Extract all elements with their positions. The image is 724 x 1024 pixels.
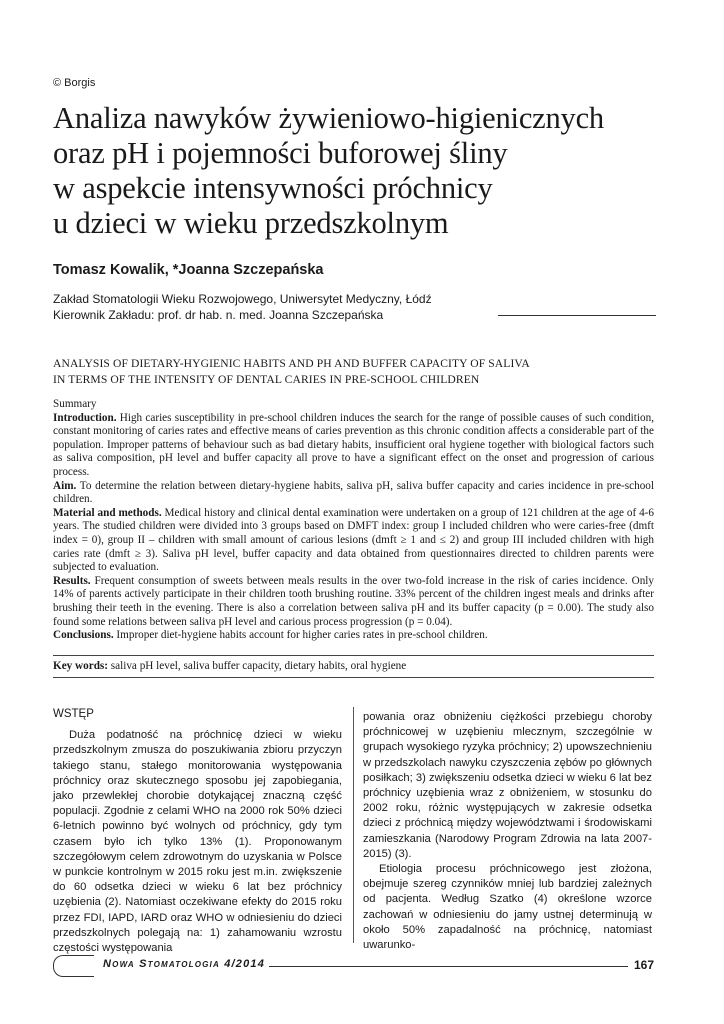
summary-aim (53, 480, 654, 507)
summary (53, 398, 654, 643)
page-number: 167 (628, 958, 654, 972)
conclusions-label: Conclusions. (53, 629, 114, 642)
title-line: oraz pH i pojemności buforowej śliny (53, 136, 508, 170)
summary-heading: Summary (53, 398, 97, 410)
section-heading: WSTĘP (53, 708, 94, 720)
divider (498, 315, 656, 316)
summary-results (53, 575, 654, 629)
body-column-left (53, 707, 342, 956)
introduction-label: Introduction. (53, 411, 117, 424)
journal-name: Nowa Stomatologia 4/2014 (99, 958, 269, 970)
divider (53, 655, 654, 656)
english-title-line: IN TERMS OF THE INTENSITY OF DENTAL CARIES IN PRE-SCHOOL CHILDREN (53, 373, 480, 386)
english-title-line: ANALYSIS OF DIETARY-HYGIENIC HABITS AND PH AND BUFFER CAPACITY OF SALIVA (53, 357, 530, 370)
body-paragraph: Duża podatność na próchnicę dzieci w wieku przedszkolnym zmusza do poszukiwania zbioru przyczyn takiego stanu, stałego monitorowania występowania próchnicy oraz skutecznego sposobu jej zapobiegania, jako przewlekłej chorobie dotykającej znaczną część populacji. Zgodnie z celami WHO na 2000 rok 50% dzieci 6-letnich powinno być wolnych od próchnicy, gdy tym czasem było ich tylko 13% (1). Proponowanym szczegółowym celem zdrowotnym do uzyskania w Polsce w punkcie kontrolnym w 2015 roku jest m.in. zwiększenie do 60 odsetka dzieci w wieku 6 lat bez próchnicy uzębienia (2). Natomiast oczekiwane efekty do 2015 roku przez FDI, IAPD, IARD oraz WHO w odniesieniu do dzieci przedszkolnych polegają na: 1) zahamowaniu wzrostu częstości występowania (53, 729, 342, 955)
keywords-text: saliva pH level, saliva buffer capacity, dietary habits, oral hygiene (108, 660, 407, 672)
keywords-label: Key words: (53, 660, 108, 672)
methods-text: Medical history and clinical dental examination were undertaken on a group of 121 children at the age of 4-6 years. The studied children were divided into 3 groups based on DMFT index: group I included children who were caries-free (dmft index = 0), group II – children with small amount of carious lesions (dmft ≥ 1 and ≤ 2) and group III included children with high caries rate (dmft ≥ 3). Saliva pH level, buffer capacity and data obtained from questionnaires directed to children parents were subjected to evaluation. (53, 506, 655, 574)
article-title (53, 101, 673, 241)
divider (53, 677, 654, 678)
aim-text: To determine the relation between dietary-hygiene habits, saliva pH, saliva buffer capacity and caries incidence in pre-school children. (53, 479, 654, 506)
title-line: w aspekcie intensywności próchnicy (53, 171, 493, 205)
keywords (53, 660, 406, 672)
title-line: u dzieci w wieku przedszkolnym (53, 206, 449, 240)
copyright-notice: © Borgis (53, 77, 96, 89)
footer-ornament (53, 955, 94, 977)
authors: Tomasz Kowalik, *Joanna Szczepańska (53, 262, 324, 278)
affiliation-line: Zakład Stomatologii Wieku Rozwojowego, Uniwersytet Medyczny, Łódź (53, 292, 432, 306)
column-divider (353, 707, 354, 943)
summary-introduction (53, 412, 654, 480)
summary-methods (53, 507, 654, 575)
page-footer (53, 955, 654, 977)
affiliation (53, 291, 432, 323)
aim-label: Aim. (53, 479, 77, 492)
summary-conclusions (53, 629, 654, 643)
methods-label: Material and methods. (53, 506, 162, 519)
english-title (53, 356, 673, 388)
body-paragraph: powania oraz obniżeniu ciężkości przebiegu choroby próchnicowej w uzębieniu mlecznym, szczególnie w grupach wysokiego ryzyka próchnicy; 2) upowszechnieniu w przedszkolach nawyku czyszczenia zębów po głównych posiłkach; 3) zwiększeniu odsetka dzieci w wieku 6 lat bez próchnicy uzębienia wraz z obniżeniem, w stosunku do 2002 roku, różnic występujących w zakresie odsetka dzieci z próchnicą między województwami i środowiskami zamieszkania (Narodowy Program Zdrowia na lata 2007-2015) (3). (363, 711, 652, 860)
results-label: Results. (53, 574, 91, 587)
conclusions-text: Improper diet-hygiene habits account for higher caries rates in pre-school children. (113, 629, 488, 642)
affiliation-line: Kierownik Zakładu: prof. dr hab. n. med. Joanna Szczepańska (53, 308, 384, 322)
introduction-text: High caries susceptibility in pre-school children induces the search for the range of possible causes of such condition, constant monitoring of caries rates and effective means of caries prevention as this chronic condition affects a considerable part of the population. Improper patterns of behaviour such as bad dietary habits, insufficient oral hygiene together with biological factors such as saliva composition, pH level and buffer capacity all prove to have a significant effect on the onset and progression of carious process. (53, 411, 654, 478)
body-column-right (363, 710, 652, 953)
footer-rule (265, 966, 654, 967)
results-text: Frequent consumption of sweets between meals results in the over two-fold increase in the risk of caries incidence. Only 14% of parents actively participate in their children tooth brushing routine. 33% percent of the children ingest meals and drinks after brushing their teeth in the evening. There is also a correlation between saliva pH and its buffer capacity (p = 0.00). The study also found some relations between saliva pH level and carious process progression (p = 0.04). (53, 574, 654, 628)
body-paragraph: Etiologia procesu próchnicowego jest złożona, obejmuje szereg czynników mniej lub bardziej zależnych od pacjenta. Według Szatko (4) określone wzorce zachowań w odniesieniu do jamy ustnej determinują w około 50% zapadalność na próchnicę, natomiast uwarunko- (363, 863, 652, 952)
title-line: Analiza nawyków żywieniowo-higienicznych (53, 101, 604, 135)
